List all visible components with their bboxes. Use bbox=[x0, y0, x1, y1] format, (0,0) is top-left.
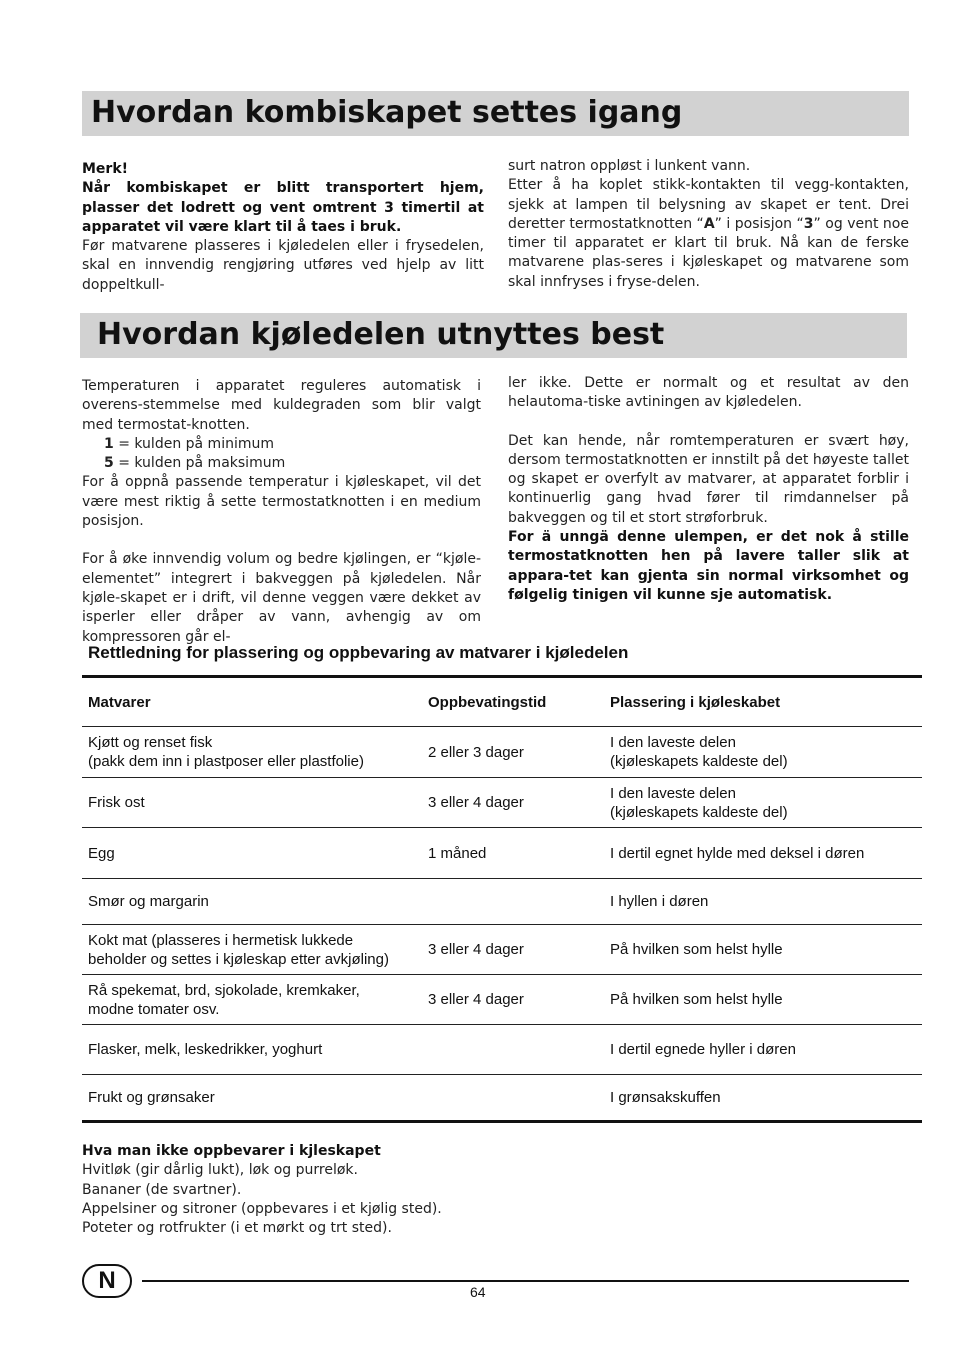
food-line: beholder og settes i kjøleskap etter avkjøling) bbox=[88, 950, 389, 968]
place-line: I den laveste delen bbox=[610, 784, 736, 802]
spacer bbox=[82, 531, 481, 550]
food-line: Kjøtt og renset fisk bbox=[88, 734, 213, 751]
table-row bbox=[82, 828, 922, 879]
table-row bbox=[82, 925, 922, 975]
max-setting bbox=[82, 454, 481, 473]
food-line: Kokt mat (plasseres i hermetisk lukkede bbox=[88, 931, 354, 949]
list-item: Bananer (de svartner). bbox=[82, 1181, 242, 1198]
setup-left-column bbox=[82, 160, 484, 295]
section-title-setup: Hvordan kombiskapet settes igang bbox=[82, 91, 909, 136]
cleaning-continuation: surt natron oppløst i lunkent vann. bbox=[508, 158, 751, 174]
cell-food: Egg bbox=[88, 844, 115, 862]
cell-time bbox=[428, 1025, 603, 1074]
startup-text-1: Etter å ha koplet stikk-kontakten til vegg-kontakten, sjekk at lampen til belysning av skapet er tent. Drei deretter termostatknotten “ bbox=[508, 177, 909, 232]
knob-label: A bbox=[703, 215, 715, 232]
cell-place: På hvilken som helst hylle bbox=[610, 941, 783, 958]
food-line: modne tomater osv. bbox=[88, 1000, 220, 1018]
knob-position: 3 bbox=[803, 215, 814, 232]
table-header-row bbox=[82, 675, 922, 727]
place-line: (kjøleskapets kaldeste del) bbox=[610, 753, 788, 770]
table-row bbox=[82, 879, 922, 925]
cooling-left-column bbox=[82, 377, 481, 647]
cell-time: 3 eller 4 dager bbox=[428, 941, 524, 958]
country-badge: N bbox=[82, 1264, 132, 1298]
defrost-text: ler ikke. Dette er normalt og et resultat av den helautoma-tiske avtiningen av kjøledelen. bbox=[508, 375, 909, 411]
cell-place: I dertil egnede hyller i døren bbox=[610, 1041, 796, 1058]
food-line: (pakk dem inn i plastposer eller plastfolie) bbox=[88, 753, 364, 770]
cleaning-text: Før matvarene plasseres i kjøledelen eller i frysedelen, skal en innvendig rengjøring utføres ved hjelp av litt doppeltkull- bbox=[82, 238, 484, 293]
startup-text-2: ” i posisjon “ bbox=[714, 215, 804, 232]
cell-place bbox=[610, 727, 920, 777]
table-row bbox=[82, 727, 922, 778]
cell-time: 1 måned bbox=[428, 844, 487, 862]
note-text: Når kombiskapet er blitt transportert hjem, plasser det lodrett og vent omtrent 3 timertil at apparatet vil være klart til å taes i bruk. bbox=[82, 180, 484, 235]
cell-place bbox=[610, 778, 920, 827]
food-line: Rå spekemat, brd, sjokolade, kremkaker, bbox=[88, 981, 360, 999]
cell-time: 3 eller 4 dager bbox=[428, 991, 524, 1008]
startup-text-3: ” og vent noe timer til apparatet er klart til bruk. Nå kan de ferske matvarene plas-seres i kjøleskapet og matvarene som skal innfryses i fryse-delen. bbox=[508, 215, 909, 290]
header-food: Matvarer bbox=[88, 693, 151, 711]
cell-place: I dertil egnet hylde med deksel i døren bbox=[610, 844, 865, 862]
header-place: Plassering i kjøleskabet bbox=[610, 693, 781, 711]
table-row bbox=[82, 1075, 922, 1123]
regulation-text: Temperaturen i apparatet reguleres automatisk i overens-stemmelse med kuldegraden som blir valgt med termostat-knotten. bbox=[82, 378, 481, 433]
min-number: 1 bbox=[104, 435, 114, 452]
table-row bbox=[82, 975, 922, 1025]
cell-food: Frisk ost bbox=[88, 794, 145, 811]
cell-place: På hvilken som helst hylle bbox=[610, 991, 783, 1008]
cell-food: Frukt og grønsaker bbox=[88, 1089, 215, 1106]
section-title-cooling: Hvordan kjøledelen utnyttes best bbox=[80, 313, 907, 358]
spacer bbox=[508, 413, 909, 432]
cell-food bbox=[88, 727, 423, 777]
table-row bbox=[82, 1025, 922, 1075]
min-text: = kulden på minimum bbox=[113, 435, 274, 452]
high-temp-text: Det kan hende, når romtemperaturen er svært høy, dersom termostatknotten er innstilt på det høyeste tallet og skapet er overfylt av matvarer, at apparatet forblir i kontinuerlig gang hvad fører til rimdannelser på bakveggen og til et stort strøforbruk. bbox=[508, 432, 909, 526]
setup-right-column bbox=[508, 157, 909, 292]
header-time: Oppbevatingstid bbox=[428, 693, 547, 711]
cell-time: 2 eller 3 dager bbox=[428, 743, 524, 761]
storage-table-title: Rettledning for plassering og oppbevaring av matvarer i kjøledelen bbox=[88, 643, 629, 662]
cell-time: 3 eller 4 dager bbox=[428, 794, 524, 811]
medium-position-text: For å oppnå passende temperatur i kjøleskapet, vil det være mest riktig å sette termostatknotten i en medium posisjon. bbox=[82, 474, 481, 530]
storage-table bbox=[82, 675, 922, 1123]
cell-place: I grønsakskuffen bbox=[610, 1089, 721, 1106]
cell-time bbox=[428, 879, 603, 924]
cooling-right-column bbox=[508, 374, 909, 605]
cell-time bbox=[428, 1075, 603, 1120]
max-number: 5 bbox=[104, 455, 114, 472]
table-row bbox=[82, 778, 922, 828]
cell-place: I hyllen i døren bbox=[610, 893, 709, 910]
cooling-element-text: For å øke innvendig volum og bedre kjølingen, er “kjøle-elementet” integrert i bakveggen på kjøledelen. Når kjøle-skapet er i drift, vil denne veggen være dekket av isperler eller dråper av vann, avhengig av om kompressoren går el- bbox=[82, 551, 481, 645]
place-line: I den laveste delen bbox=[610, 734, 736, 751]
max-text: = kulden på maksimum bbox=[113, 455, 286, 472]
cell-food: Smør og margarin bbox=[88, 893, 209, 910]
min-setting bbox=[82, 435, 481, 454]
warning-text: For ä unngä denne ulempen, er det nok å stille termostatknotten hen på lavere taller slik at appara-tet kan gjenta sin normal virksomhet og følgelig tinigen vil kunne sje automatisk. bbox=[508, 529, 909, 603]
list-item: Hvitløk (gir dårlig lukt), løk og purreløk. bbox=[82, 1162, 358, 1179]
cell-food: Flasker, melk, leskedrikker, yoghurt bbox=[88, 1041, 323, 1058]
not-store-title: Hva man ikke oppbevarer i kjleskapet bbox=[82, 1143, 381, 1159]
page-number: 64 bbox=[470, 1284, 486, 1300]
startup-paragraph bbox=[508, 176, 909, 292]
place-line: (kjøleskapets kaldeste del) bbox=[610, 803, 788, 821]
cell-food bbox=[88, 925, 423, 974]
note-label: Merk! bbox=[82, 161, 129, 177]
not-store-list bbox=[82, 1142, 442, 1238]
cell-food bbox=[88, 975, 423, 1024]
list-item: Appelsiner og sitroner (oppbevares i et kjølig sted). bbox=[82, 1200, 442, 1217]
footer-rule bbox=[142, 1280, 909, 1282]
list-item: Poteter og rotfrukter (i et mørkt og trt sted). bbox=[82, 1220, 392, 1237]
